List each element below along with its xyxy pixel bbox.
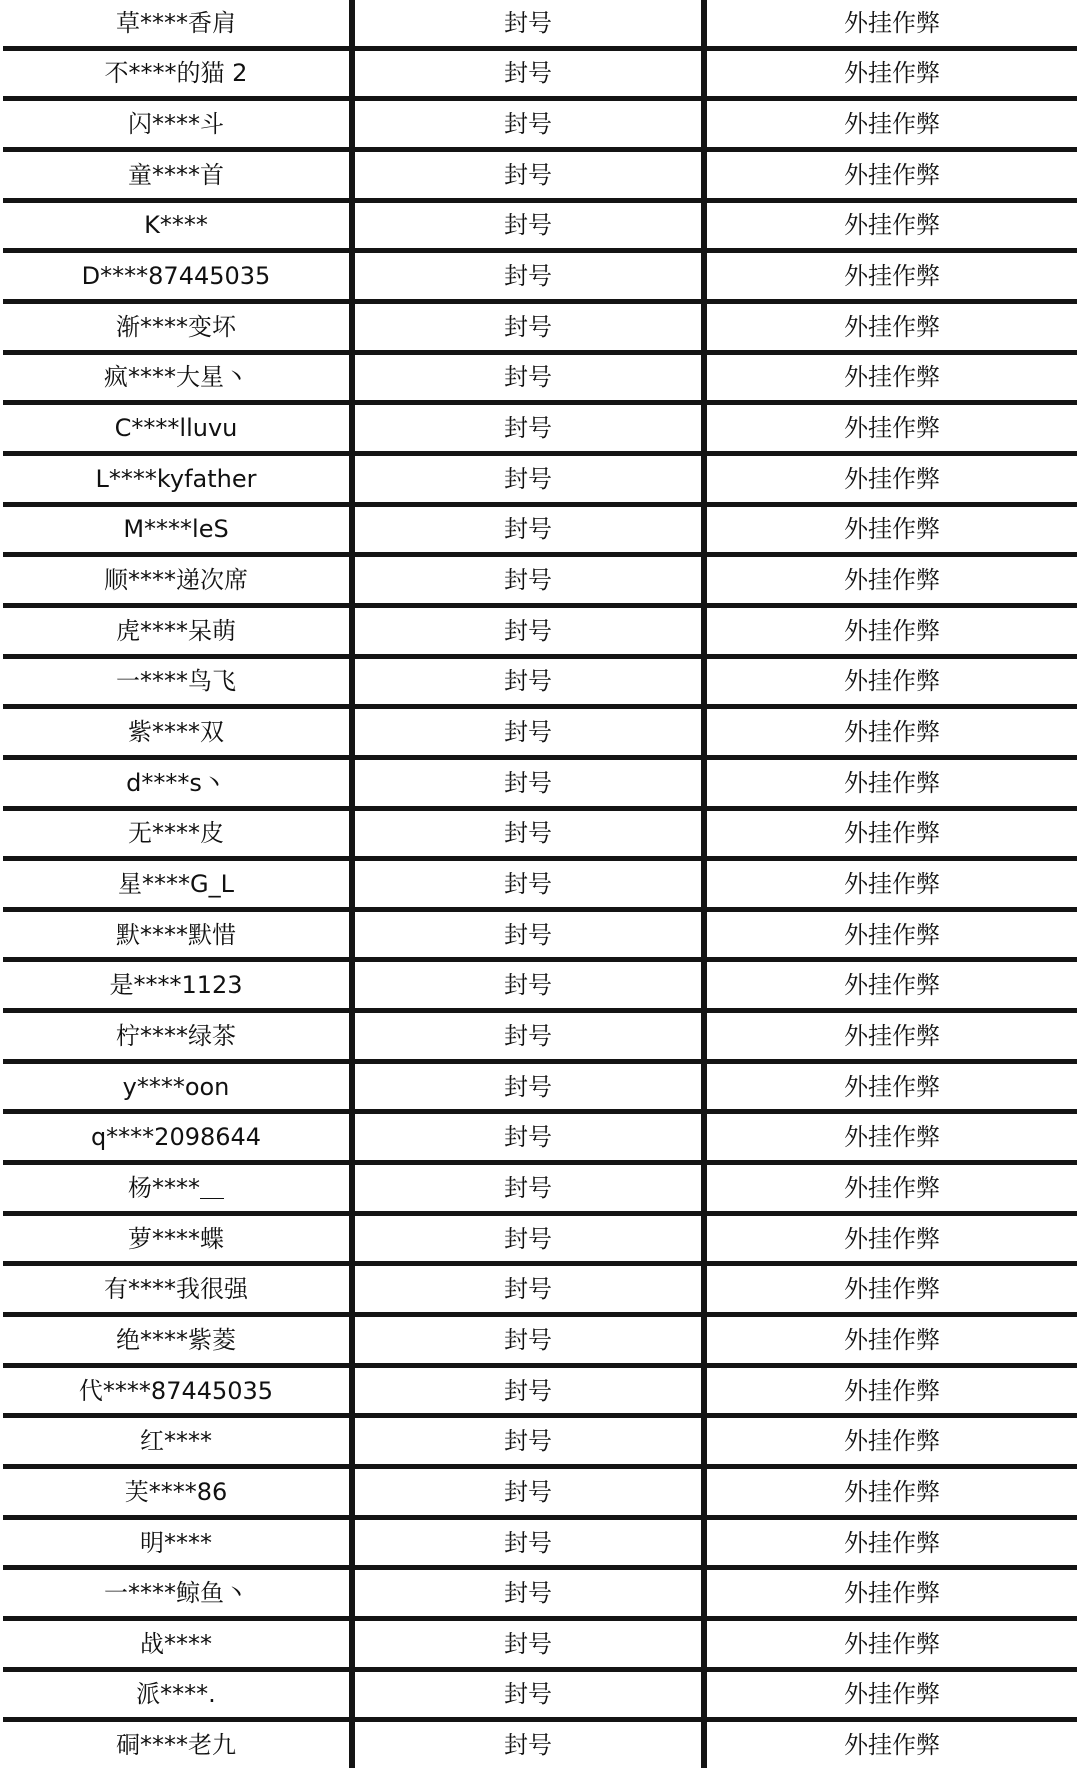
reason-cell: 外挂作弊 [707,557,1077,603]
reason-cell: 外挂作弊 [707,811,1077,857]
penalty-cell: 封号 [355,1317,701,1363]
penalty-cell: 封号 [355,405,701,451]
player-name-cell: q****2098644 [3,1114,349,1160]
penalty-cell: 封号 [355,811,701,857]
player-name-cell: 柠****绿茶 [3,1013,349,1059]
player-name-cell: 战**** [3,1621,349,1667]
reason-cell: 外挂作弊 [707,304,1077,350]
penalty-cell: 封号 [355,1621,701,1667]
player-name-cell: 顺****递次席 [3,557,349,603]
reason-cell: 外挂作弊 [707,1266,1077,1312]
player-name-cell: 杨****＿ [3,1165,349,1211]
reason-cell: 外挂作弊 [707,1672,1077,1718]
reason-cell: 外挂作弊 [707,1418,1077,1464]
player-name-cell: 一****鲸鱼丶 [3,1570,349,1616]
player-name-cell: 有****我很强 [3,1266,349,1312]
reason-cell: 外挂作弊 [707,51,1077,97]
player-name-cell: 绝****紫菱 [3,1317,349,1363]
reason-cell: 外挂作弊 [707,355,1077,401]
reason-cell: 外挂作弊 [707,861,1077,907]
reason-cell: 外挂作弊 [707,608,1077,654]
player-name-cell: 是****1123 [3,962,349,1008]
reason-cell: 外挂作弊 [707,1722,1077,1768]
player-name-cell: 童****首 [3,152,349,198]
reason-cell: 外挂作弊 [707,101,1077,147]
player-name-cell: 紫****双 [3,709,349,755]
reason-cell: 外挂作弊 [707,1165,1077,1211]
penalty-cell: 封号 [355,1064,701,1110]
reason-cell: 外挂作弊 [707,1114,1077,1160]
penalty-cell: 封号 [355,253,701,299]
ban-list-table [3,0,1077,1768]
penalty-cell: 封号 [355,1418,701,1464]
penalty-cell: 封号 [355,608,701,654]
penalty-cell: 封号 [355,1469,701,1515]
reason-cell: 外挂作弊 [707,507,1077,553]
reason-cell: 外挂作弊 [707,253,1077,299]
reason-cell: 外挂作弊 [707,659,1077,705]
reason-cell: 外挂作弊 [707,709,1077,755]
penalty-cell: 封号 [355,709,701,755]
penalty-cell: 封号 [355,51,701,97]
player-name-cell: 硐****老九 [3,1722,349,1768]
reason-cell: 外挂作弊 [707,405,1077,451]
player-name-cell: 默****默惜 [3,912,349,958]
penalty-cell: 封号 [355,304,701,350]
reason-cell: 外挂作弊 [707,1469,1077,1515]
player-name-cell: K**** [3,203,349,249]
player-name-cell: 萝****蝶 [3,1216,349,1262]
penalty-cell: 封号 [355,1520,701,1566]
penalty-cell: 封号 [355,1722,701,1768]
reason-cell: 外挂作弊 [707,456,1077,502]
penalty-cell: 封号 [355,101,701,147]
player-name-cell: 派****. [3,1672,349,1718]
penalty-cell: 封号 [355,1368,701,1414]
reason-cell: 外挂作弊 [707,1064,1077,1110]
reason-cell: 外挂作弊 [707,1520,1077,1566]
player-name-cell: 草****香肩 [3,0,349,46]
penalty-cell: 封号 [355,861,701,907]
reason-cell: 外挂作弊 [707,962,1077,1008]
reason-cell: 外挂作弊 [707,1013,1077,1059]
penalty-cell: 封号 [355,659,701,705]
reason-cell: 外挂作弊 [707,1216,1077,1262]
player-name-cell: C****lluvu [3,405,349,451]
penalty-cell: 封号 [355,1165,701,1211]
penalty-cell: 封号 [355,557,701,603]
reason-cell: 外挂作弊 [707,1368,1077,1414]
penalty-cell: 封号 [355,1114,701,1160]
player-name-cell: y****oon [3,1064,349,1110]
penalty-cell: 封号 [355,0,701,46]
player-name-cell: L****kyfather [3,456,349,502]
player-name-cell: 代****87445035 [3,1368,349,1414]
reason-cell: 外挂作弊 [707,152,1077,198]
reason-cell: 外挂作弊 [707,1621,1077,1667]
penalty-cell: 封号 [355,456,701,502]
player-name-cell: 无****皮 [3,811,349,857]
penalty-cell: 封号 [355,1013,701,1059]
reason-cell: 外挂作弊 [707,912,1077,958]
player-name-cell: 疯****大星丶 [3,355,349,401]
player-name-cell: 星****G_L [3,861,349,907]
penalty-cell: 封号 [355,1216,701,1262]
player-name-cell: 渐****变坏 [3,304,349,350]
player-name-cell: 红**** [3,1418,349,1464]
player-name-cell: D****87445035 [3,253,349,299]
penalty-cell: 封号 [355,1570,701,1616]
player-name-cell: 闪****斗 [3,101,349,147]
penalty-cell: 封号 [355,1266,701,1312]
penalty-cell: 封号 [355,152,701,198]
player-name-cell: 一****鸟飞 [3,659,349,705]
reason-cell: 外挂作弊 [707,203,1077,249]
reason-cell: 外挂作弊 [707,1317,1077,1363]
reason-cell: 外挂作弊 [707,760,1077,806]
penalty-cell: 封号 [355,760,701,806]
player-name-cell: 不****的猫 2 [3,51,349,97]
reason-cell: 外挂作弊 [707,1570,1077,1616]
penalty-cell: 封号 [355,203,701,249]
penalty-cell: 封号 [355,507,701,553]
player-name-cell: 明**** [3,1520,349,1566]
player-name-cell: 虎****呆萌 [3,608,349,654]
player-name-cell: d****s丶 [3,760,349,806]
penalty-cell: 封号 [355,1672,701,1718]
penalty-cell: 封号 [355,962,701,1008]
player-name-cell: 芙****86 [3,1469,349,1515]
player-name-cell: M****leS [3,507,349,553]
penalty-cell: 封号 [355,355,701,401]
penalty-cell: 封号 [355,912,701,958]
reason-cell: 外挂作弊 [707,0,1077,46]
